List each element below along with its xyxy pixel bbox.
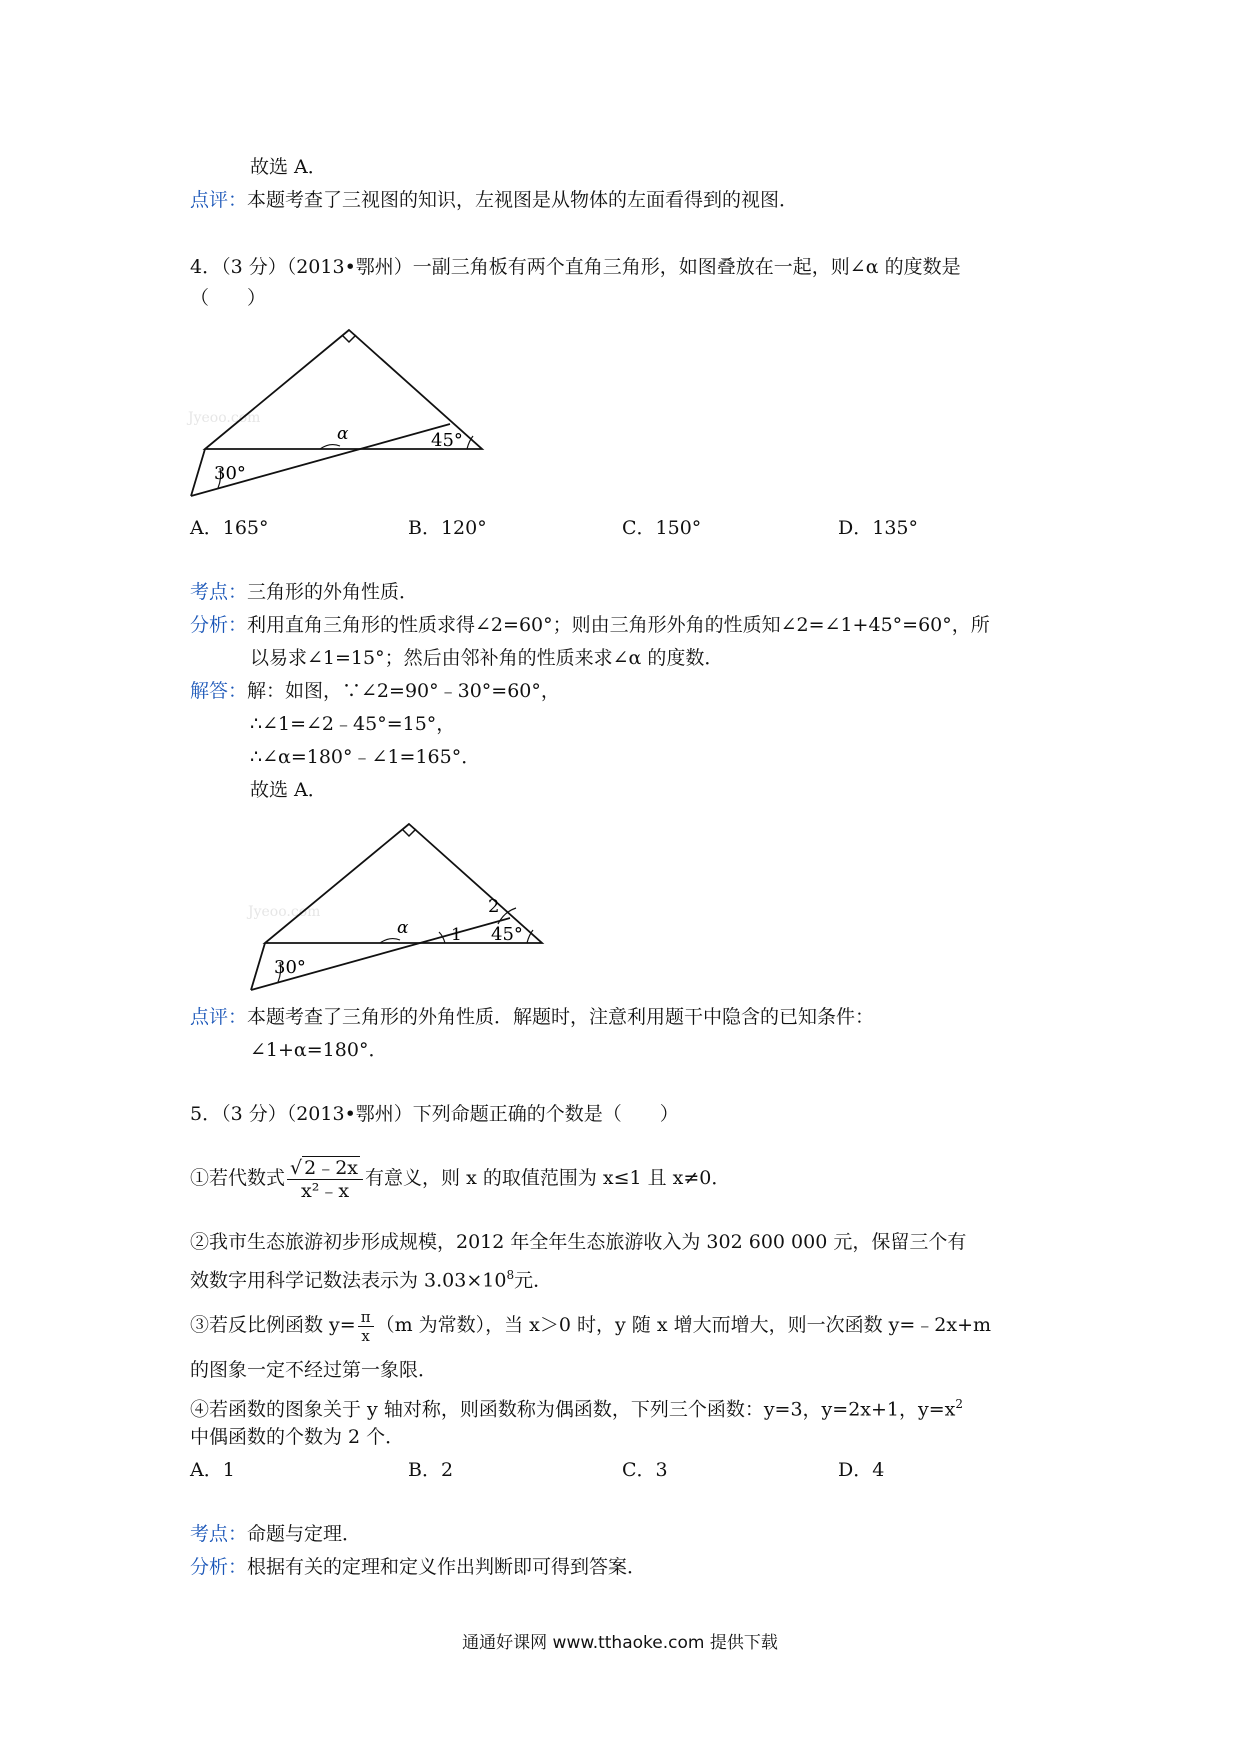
hypotenuse-30-triangle bbox=[251, 918, 510, 990]
angle-2-label: 2 bbox=[488, 896, 500, 917]
angle-45-label: 45° bbox=[431, 430, 463, 451]
fraction-pi-over-x: $\frac{\pi}{x}$ bbox=[358, 1308, 374, 1345]
q4-jieda-line3: ∴∠α=180°﹣∠1=165°． bbox=[250, 746, 481, 768]
q4-fenxi-line2: 以易求∠1=15°；然后由邻补角的性质来求∠α 的度数． bbox=[250, 647, 724, 669]
q5-statement-4-line2: 中偶函数的个数为 2 个． bbox=[190, 1426, 405, 1448]
leg-30-triangle bbox=[251, 943, 265, 990]
q4-option-a: A．165° bbox=[190, 517, 269, 539]
fraction-sqrt: $\frac{√ 2﹣2x}{\text{x²﹣x}}$ bbox=[287, 1157, 363, 1202]
comment-text: 本题考查了三视图的知识，左视图是从物体的左面看得到的视图． bbox=[247, 189, 799, 211]
prev-comment bbox=[190, 188, 798, 212]
angle-30-label: 30° bbox=[274, 957, 306, 978]
angle-45-label: 45° bbox=[491, 924, 523, 945]
q4-jieda-line2: ∴∠1=∠2﹣45°=15°， bbox=[250, 713, 456, 735]
angle-1-label: 1 bbox=[451, 925, 462, 945]
q5-option-d: D．4 bbox=[838, 1459, 885, 1481]
q4-kaodian: 考点：三角形的外角性质． bbox=[190, 581, 419, 603]
right-angle-mark bbox=[402, 829, 416, 836]
q4-figure2 bbox=[240, 812, 560, 992]
watermark: Jyeoo.com bbox=[188, 410, 261, 426]
q5-statement-3-line2: 的图象一定不经过第一象限． bbox=[190, 1359, 438, 1381]
q4-jieda-line1: 解答：解：如图，∵∠2=90°﹣30°=60°， bbox=[190, 680, 560, 702]
q5-statement-3-line1: ③若反比例函数 y= $\frac{\pi}{x}$ （m 为常数），当 x＞0 时，y 随 x 增大而增大，则一次函数 y=﹣2x+m bbox=[190, 1307, 992, 1345]
q5-statement-2-line1: ②我市生态旅游初步形成规模，2012 年全年生态旅游收入为 302 600 000 元，保留三个有 bbox=[190, 1231, 967, 1253]
q5-option-b: B．2 bbox=[408, 1459, 454, 1481]
q5-fenxi: 分析：根据有关的定理和定义作出判断即可得到答案． bbox=[190, 1556, 647, 1578]
q4-figure1 bbox=[180, 318, 500, 498]
q4-fenxi-line1: 分析：利用直角三角形的性质求得∠2=60°；则由三角形外角的性质知∠2=∠1+45°=60°，所 bbox=[190, 614, 990, 636]
q4-stem-line2: （ ） bbox=[190, 287, 267, 309]
hypotenuse-30-triangle bbox=[191, 424, 450, 496]
alpha-label: α bbox=[397, 918, 409, 938]
q4-stem-line1: 4．（3 分）（2013•鄂州）一副三角板有两个直角三角形，如图叠放在一起，则∠α 的度数是 bbox=[190, 256, 961, 278]
right-angle-mark bbox=[342, 335, 356, 342]
q5-option-c: C．3 bbox=[622, 1459, 668, 1481]
q4-option-d: D．135° bbox=[838, 517, 918, 539]
q4-option-c: C．150° bbox=[622, 517, 702, 539]
q4-dianping-line1: 点评：本题考查了三角形的外角性质．解题时，注意利用题干中隐含的已知条件： bbox=[190, 1006, 875, 1028]
q4-jieda-line4: 故选 A． bbox=[250, 779, 327, 801]
q5-statement-1: ①若代数式 $\frac{√ 2﹣2x}{\text{x²﹣x}}$ 有意义，则 x 的取值范围为 x≤1 且 x≠0． bbox=[190, 1156, 731, 1202]
prev-answer: 故选 A． bbox=[250, 156, 327, 178]
angle-30-label: 30° bbox=[214, 463, 246, 484]
q5-option-a: A．1 bbox=[190, 1459, 235, 1481]
watermark: Jyeoo.com bbox=[248, 904, 321, 920]
q4-dianping-line2: ∠1+α=180°． bbox=[250, 1039, 388, 1061]
q4-option-b: B．120° bbox=[408, 517, 487, 539]
leg-30-triangle bbox=[191, 449, 205, 496]
alpha-label: α bbox=[337, 424, 349, 444]
page-footer: 通通好课网 www.tthaoke.com 提供下载 bbox=[462, 1633, 778, 1653]
q5-statement-2-line2: 效数字用科学记数法表示为 $3.03\times 10^8$元． bbox=[190, 1268, 553, 1292]
q5-stem: 5．（3 分）（2013•鄂州）下列命题正确的个数是（ ） bbox=[190, 1103, 679, 1125]
comment-label: 点评： bbox=[190, 189, 248, 211]
q5-statement-4-line1: ④若函数的图象关于 y 轴对称，则函数称为偶函数，下列三个函数：y=3，y=2x+1，$y=x^2$ bbox=[190, 1397, 964, 1421]
q5-kaodian: 考点：命题与定理． bbox=[190, 1523, 362, 1545]
